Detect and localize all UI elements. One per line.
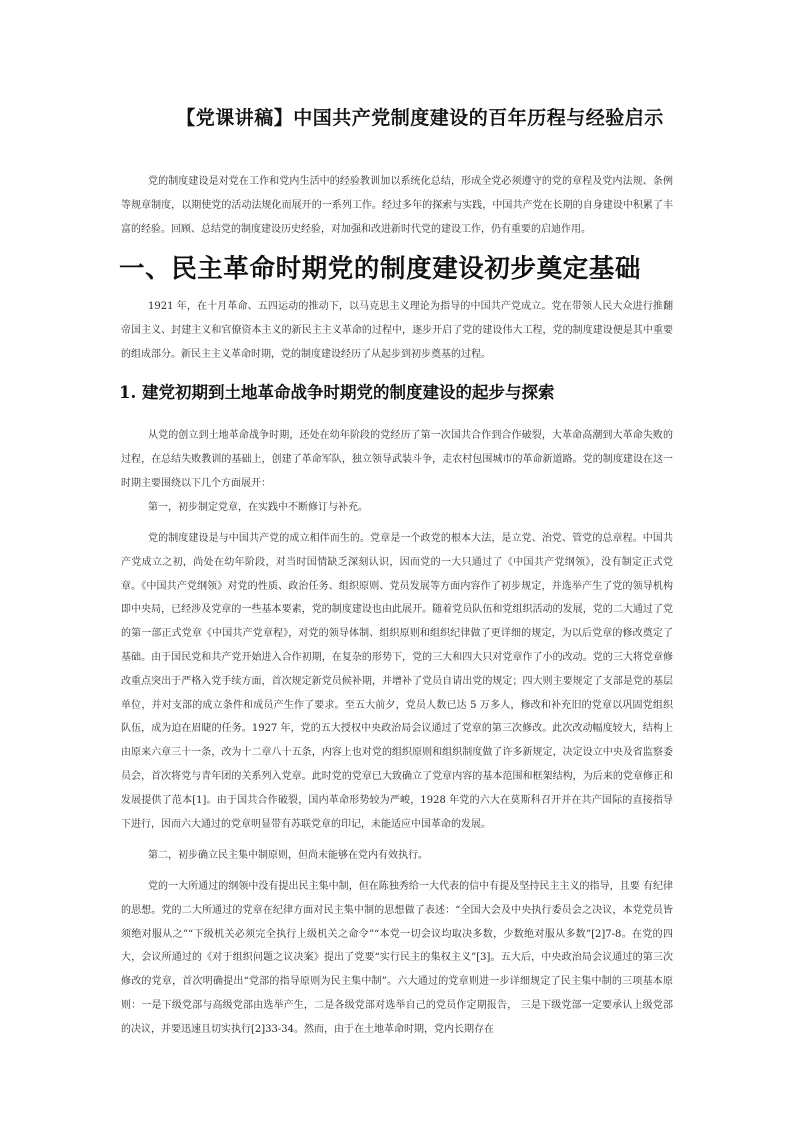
point-one-paragraph: 党的制度建设是与中国共产党的成立相伴而生的。党章是一个政党的根本大法，是立党、治党、管党的总章程。中国共产党成立之初，尚处在幼年阶段，对当时国情缺乏深刻认识，因而党的一大只通过了《中国共产党纲领》，没有制定正式党章。《中国共产党纲领》对党的性质、政治任务、组织原则、党员发展等方面内容作了初步规定，并选举产生了党的领导机构即中央局，已经涉及党章的一些基本要素，党的制度建设也由此展开。随着党员队伍和党组织活动的发展，党的二大通过了党的第一部正式党章《中国共产党章程》，对党的领导体制、组织原则和组织纪律做了更详细的规定，为以后党章的修改奠定了基础。由于国民党和共产党开始进入合作初期，在复杂的形势下，党的三大和四大只对党章作了小的改动。党的三大将党章修改重点突出于严格入党手续方面，首次规定新党员候补期，并增补了党员自请出党的规定；四大则主要规定了支部是党的基层单位，并对支部的成立条件和成员产生作了要求。至五大前夕，党员人数已达 5 万多人，修改和补充旧的党章以巩固党组织队伍，成为迫在眉睫的任务。1927 年，党的五大授权中央政治局会议通过了党章的第三次修改。此次改动幅度较大，结构上由原来六章三十一条，改为十二章八十五条，内容上也对党的组织原则和组织制度做了许多新规定，决定设立中央及省监察委员会，首次将党与青年团的关系列入党章。此时党的党章已大致确立了党章内容的基本范围和框架结构，为后来的党章修正和发展提供了范本[1]。由于国共合作破裂，国内革命形势较为严峻，1928 年党的六大在莫斯科召开并在共产国际的直接指导下进行，因而六大通过的党章明显带有苏联党章的印记，未能适应中国革命的发展。: [121, 533, 673, 830]
point-one-heading: 第一，初步制定党章，在实践中不断修订与补充。: [148, 502, 368, 513]
document-title: 【党课讲稿】中国共产党制度建设的百年历程与经验启示: [176, 107, 664, 129]
point-two-heading: 第二，初步确立民主集中制原则，但尚未能够在党内有效执行。: [148, 850, 428, 861]
subsection-heading: 1. 建党初期到土地革命战争时期党的制度建设的起步与探索: [119, 383, 555, 402]
subsection-intro-paragraph: 从党的创立到土地革命战争时期，还处在幼年阶段的党经历了第一次国共合作到合作破裂，大革命高潮到大革命失败的过程，在总结失败教训的基础上，创建了革命军队，独立领导武装斗争，走农村包围城市的革命新道路。党的制度建设在这一时期主要围绕以下几个方面展开：: [121, 430, 673, 489]
point-two-paragraph: 党的一大所通过的纲领中没有提出民主集中制，但在陈独秀给一大代表的信中有提及坚持民主主义的指导，且要 有纪律的思想。党的二大所通过的党章在纪律方面对民主集中制的思想做了表述：“全国大会及中央执行委员会之决议，本党党员皆须绝对服从之”“下级机关必须完全执行上级机关之命令”“本党一切会议均取决多数，少数绝对服从多数”[2]7-8。在党的四大，会议所通过的《对于组织问题之议决案》提出了党要“实行民主的集权主义”[3]。五大后，中央政治局会议通过的第三次修改的党章，首次明确提出“党部的指导原则为民主集中制”。六大通过的党章则进一步详细规定了民主集中制的三项基本原则：一是下级党部与高级党部由选举产生，二是各级党部对选举自己的党员作定期报告， 三是下级党部一定要承认上级党部的决议，并要迅速且切实执行[2]33-34。然而，由于在土地革命时期，党内长期存在: [121, 881, 673, 1035]
section-paragraph: 1921 年，在十月革命、五四运动的推动下，以马克思主义理论为指导的中国共产党成立。党在带领人民大众进行推翻帝国主义、封建主义和官僚资本主义的新民主主义革命的过程中，逐步开启了党的建设伟大工程，党的制度建设便是其中重要的组成部分。新民主主义革命时期，党的制度建设经历了从起步到初步奠基的过程。: [121, 301, 673, 360]
section-heading: 一、民主革命时期党的制度建设初步奠定基础: [119, 254, 642, 284]
intro-paragraph: 党的制度建设是对党在工作和党内生活中的经验教训加以系统化总结，形成全党必须遵守的党的章程及党内法规、条例等规章制度，以期使党的活动法规化而展开的一系列工作。经过多年的探索与实践，中国共产党在长期的自身建设中积累了丰富的经验。回顾、总结党的制度建设历史经验，对加强和改进新时代党的建设工作，仍有重要的启迪作用。: [121, 176, 673, 235]
